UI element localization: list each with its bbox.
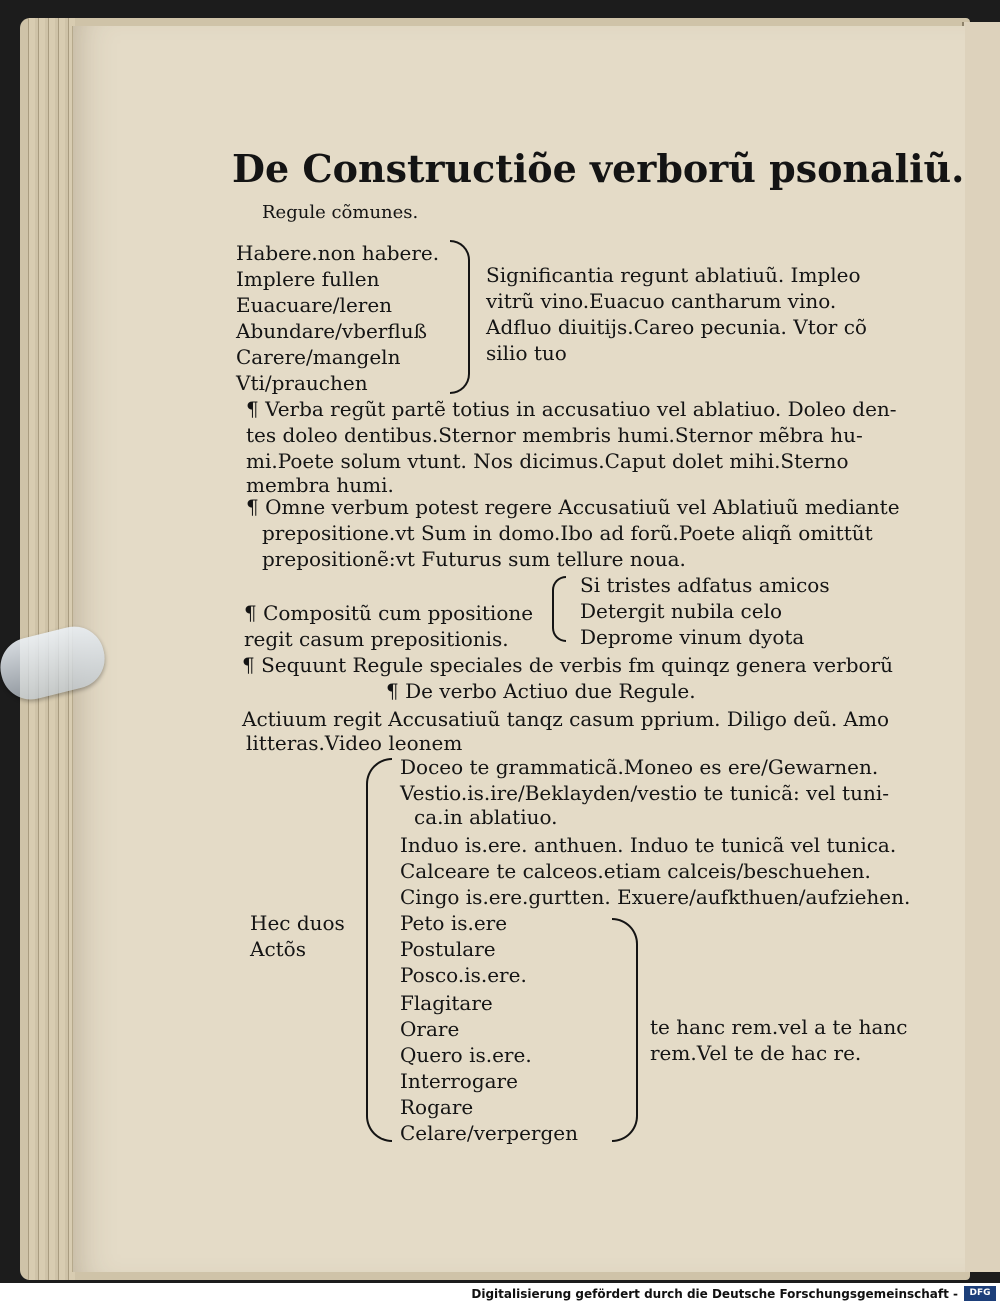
paragraph-line: prepositionẽ:vt Futurus sum tellure noua.: [262, 547, 686, 571]
example-text: Deprome vinum dyota: [580, 625, 805, 649]
verb-entry: Carere/mangeln: [236, 345, 401, 369]
verb-entry: ca.in ablatiuo.: [414, 805, 558, 829]
book-page: [72, 26, 965, 1272]
rule-text: Adfluo diuitijs.Careo pecunia. Vtor cõ: [486, 315, 867, 339]
rule-text: vitrũ vino.Euacuo cantharum vino.: [486, 289, 837, 313]
example-text: Si tristes adfatus amicos: [580, 573, 830, 597]
verb-entry: Euacuare/leren: [236, 293, 393, 317]
paragraph-line: litteras.Video leonem: [246, 731, 463, 755]
verb-entry: Peto is.ere: [400, 911, 508, 935]
verb-entry: Rogare: [400, 1095, 474, 1119]
page-title: De Constructiõe verborũ psonaliũ.: [232, 146, 965, 191]
verb-entry: Quero is.ere.: [400, 1043, 532, 1067]
verb-entry: Cingo is.ere.gurtten. Exuere/aufkthuen/aufziehen.: [400, 885, 911, 909]
paragraph-line: ¶ Omne verbum potest regere Accusatiuũ vel Ablatiuũ mediante: [246, 495, 900, 519]
digitization-footer: [0, 1283, 1000, 1305]
rule-text: silio tuo: [486, 341, 567, 365]
paragraph-line: prepositione.vt Sum in domo.Ibo ad forũ.Poete aliqñ omittũt: [262, 521, 873, 545]
verb-entry: Abundare/vberfluß: [236, 319, 427, 343]
rule-text: te hanc rem.vel a te hanc: [650, 1015, 908, 1039]
rule-text: Significantia regunt ablatiuũ. Impleo: [486, 263, 861, 287]
verb-entry: Implere fullen: [236, 267, 380, 291]
verb-entry: Habere.non habere.: [236, 241, 440, 265]
verb-entry: Doceo te grammaticã.Moneo es ere/Gewarnen.: [400, 755, 879, 779]
verb-group-label: Actõs: [250, 937, 306, 961]
paragraph-line: tes doleo dentibus.Sternor membris humi.Sternor mẽbra hu-: [246, 423, 863, 447]
brace: [450, 240, 470, 394]
paragraph-line: membra humi.: [246, 473, 394, 497]
paragraph-line: Actiuum regit Accusatiuũ tanqz casum pprium. Diligo deũ. Amo: [242, 707, 889, 731]
page-subtitle: Regule cõmunes.: [262, 202, 419, 223]
verb-group-label: Hec duos: [250, 911, 345, 935]
verb-entry: Vestio.is.ire/Beklayden/vestio te tunicã: vel tuni-: [400, 781, 889, 805]
verb-entry: Orare: [400, 1017, 460, 1041]
verb-entry: Flagitare: [400, 991, 493, 1015]
verb-entry: Celare/verpergen: [400, 1121, 579, 1145]
brace: [366, 758, 392, 1142]
rule-text: rem.Vel te de hac re.: [650, 1041, 862, 1065]
section-heading: ¶ De verbo Actiuo due Regule.: [386, 679, 696, 703]
rule-text: regit casum prepositionis.: [244, 627, 509, 651]
paragraph-line: ¶ Sequunt Regule speciales de verbis fm quinqz genera verborũ: [242, 653, 893, 677]
footer-text: Digitalisierung gefördert durch die Deutsche Forschungsgemeinschaft -: [471, 1287, 958, 1301]
brace: [612, 918, 638, 1142]
verb-entry: Calceare te calceos.etiam calceis/beschuehen.: [400, 859, 871, 883]
paragraph-line: ¶ Verba regũt partẽ totius in accusatiuo vel ablatiuo. Doleo den-: [246, 397, 897, 421]
facing-page-edge: [962, 22, 1000, 1272]
rule-text: ¶ Compositũ cum ppositione: [244, 601, 534, 625]
example-text: Detergit nubila celo: [580, 599, 783, 623]
paragraph-line: mi.Poete solum vtunt. Nos dicimus.Caput dolet mihi.Sterno: [246, 449, 849, 473]
verb-entry: Posco.is.ere.: [400, 963, 527, 987]
verb-entry: Postulare: [400, 937, 496, 961]
verb-entry: Induo is.ere. anthuen. Induo te tunicã vel tunica.: [400, 833, 897, 857]
brace: [552, 576, 566, 642]
dfg-logo: DFG: [964, 1286, 996, 1301]
verb-entry: Interrogare: [400, 1069, 518, 1093]
verb-entry: Vti/prauchen: [236, 371, 368, 395]
